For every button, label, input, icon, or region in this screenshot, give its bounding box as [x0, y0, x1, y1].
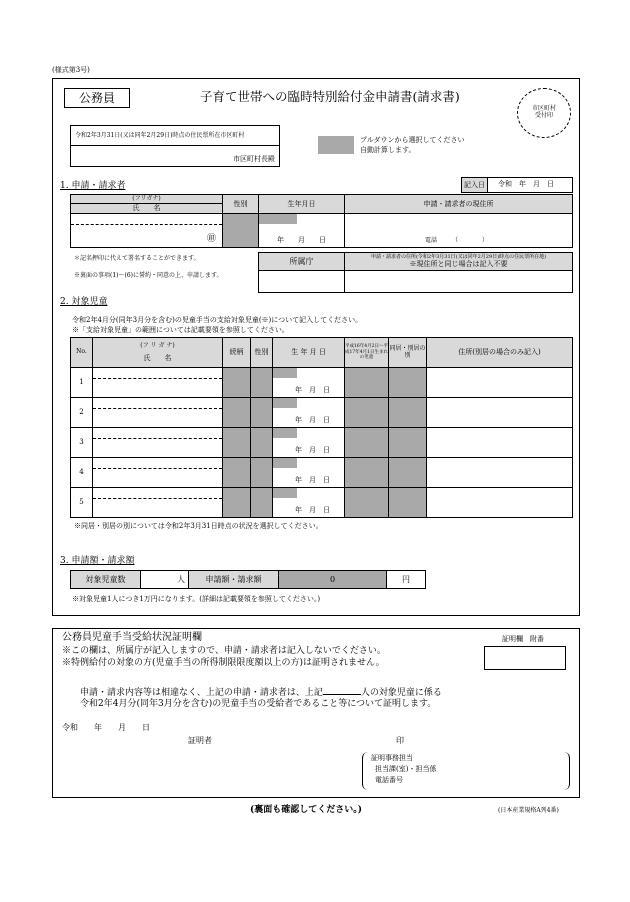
child-address-cell[interactable]	[427, 368, 573, 398]
child-birth-value: 年 月 日	[295, 505, 330, 514]
child-row	[71, 458, 573, 488]
section3-heading: 3. 申請額・請求額	[60, 556, 135, 566]
cert-contact2: 担当課(室)・担当係	[375, 765, 437, 773]
child-cohab-select[interactable]	[389, 458, 427, 488]
legend-gray-swatch	[318, 136, 354, 154]
child-birth-cell[interactable]	[273, 458, 345, 488]
child-cohab-select[interactable]	[389, 398, 427, 428]
legend-pulldown: プルダウンから選択してください	[360, 136, 465, 144]
child-gender-select[interactable]	[251, 398, 273, 428]
applicant-gender-select[interactable]	[223, 214, 259, 248]
children-birth-header: 生 年 月 日	[273, 338, 345, 368]
cert-child-count-blank[interactable]	[323, 686, 361, 695]
child-gender-select[interactable]	[251, 458, 273, 488]
municipality-label: 令和2年3月31日(又は同年2月29日)時点の住民票所在市区町村	[71, 126, 279, 146]
cert-contact3: 電話番号	[375, 776, 403, 784]
applicant-table	[70, 194, 573, 248]
child-row-no: 4	[71, 458, 93, 488]
cert-note1: ※この欄は、所属庁が記入しますので、申請・請求者は記入しないでください。	[62, 646, 386, 656]
child-birth-cell[interactable]	[273, 398, 345, 428]
cert-seal: 印	[396, 736, 404, 745]
child-birth-value: 年 月 日	[295, 415, 330, 424]
oath-note: ※裏面の事項(1)～(6)に誓約・同意の上、申請します。	[74, 272, 223, 279]
child-gender-select[interactable]	[251, 488, 273, 518]
section2-heading: 2. 対象児童	[60, 297, 108, 307]
section1-heading: 1. 申請・請求者	[60, 181, 126, 191]
child-address-cell[interactable]	[427, 458, 573, 488]
section2-footnote: ※同居・別居の別については令和2年3月31日時点の状況を選択してください。	[74, 522, 323, 530]
child-cohab-select[interactable]	[389, 428, 427, 458]
child-count-label: 対象児童数	[71, 571, 141, 589]
child-h16-select[interactable]	[345, 488, 389, 518]
footer-size: (日本産業規格A列4番)	[498, 807, 559, 814]
office-label: 所属庁	[259, 253, 345, 271]
amount-table	[70, 570, 426, 589]
child-h16-select[interactable]	[345, 398, 389, 428]
child-cohab-select[interactable]	[389, 368, 427, 398]
resident-address-header	[345, 253, 573, 271]
child-birth-value: 年 月 日	[295, 385, 330, 394]
child-relation-select[interactable]	[223, 428, 251, 458]
child-birth-value: 年 月 日	[295, 475, 330, 484]
office-table	[258, 252, 573, 293]
child-h16-select[interactable]	[345, 458, 389, 488]
cert-body2: 令和2年4月分(同年3月分を含む)の児童手当の受給者であること等について証明します。	[80, 699, 437, 709]
amount-label: 申請額・請求額	[189, 571, 279, 589]
child-row-no: 5	[71, 488, 93, 518]
reception-stamp-circle	[517, 88, 571, 138]
seal-note: ＊記名押印に代えて署名することができます。	[74, 255, 200, 262]
children-relation-header: 続柄	[223, 338, 251, 368]
child-relation-select[interactable]	[223, 458, 251, 488]
cert-certifier: 証明者	[188, 736, 212, 745]
amount-value: 0	[279, 571, 387, 589]
child-row-no: 2	[71, 398, 93, 428]
children-address-header: 住所(別居の場合のみ記入)	[427, 338, 573, 368]
child-row-no: 1	[71, 368, 93, 398]
resident-address-label: 申請・請求者の住所(令和2年3月31日(又は同年2月29日)時点の住民票所在地)	[370, 254, 547, 261]
section2-note2: ※「支給対象児童」の範囲については記載要領を参照してください。	[72, 326, 289, 334]
resident-address-input[interactable]	[345, 271, 573, 293]
stamp-label-reception: 受付印	[534, 111, 553, 119]
applicant-furigana-header: (フリガナ)	[71, 195, 223, 204]
children-gender-header: 性別	[251, 338, 273, 368]
amount-unit: 円	[387, 571, 426, 589]
child-h16-select[interactable]	[345, 368, 389, 398]
form-number: (様式第3号)	[52, 66, 90, 74]
entry-date-value[interactable]: 令和 年 月 日	[498, 180, 554, 188]
seal-mark: ㊞	[206, 234, 216, 245]
child-name-cell[interactable]	[93, 368, 223, 398]
section2-note1: 令和2年4月分(同年3月分を含む)の児童手当の支給対象児童(※)について記入してください。	[72, 316, 363, 324]
child-row	[71, 428, 573, 458]
cert-body1	[80, 686, 442, 699]
child-birth-cell[interactable]	[273, 488, 345, 518]
child-birth-cell[interactable]	[273, 428, 345, 458]
child-relation-select[interactable]	[223, 398, 251, 428]
child-row-no: 3	[71, 428, 93, 458]
child-name-cell[interactable]	[93, 428, 223, 458]
cert-attach-box[interactable]	[484, 646, 566, 670]
child-name-cell[interactable]	[93, 488, 223, 518]
child-relation-select[interactable]	[223, 488, 251, 518]
child-birth-value: 年 月 日	[295, 445, 330, 454]
child-gender-select[interactable]	[251, 428, 273, 458]
entry-date-box	[461, 177, 573, 193]
children-cohab-header: 同居・別居の別	[389, 338, 427, 368]
child-birth-cell[interactable]	[273, 368, 345, 398]
cert-title: 公務員児童手当受給状況証明欄	[62, 632, 202, 643]
applicant-birth-cell[interactable]	[259, 214, 345, 248]
children-table	[70, 337, 573, 518]
children-no-header: No.	[71, 338, 93, 368]
child-row	[71, 488, 573, 518]
cert-attach-label: 証明欄 附番	[502, 635, 544, 643]
cert-contact-bracket	[362, 752, 570, 790]
civil-servant-badge: 公務員	[64, 88, 130, 108]
child-row	[71, 398, 573, 428]
cert-body1-a: 申請・請求内容等は相違なく、上記の申請・請求者は、上記	[80, 688, 323, 698]
entry-date-label: 記入日	[462, 178, 488, 192]
children-name-label: 氏 名	[143, 353, 172, 362]
children-name-header	[93, 338, 223, 368]
footer-back-note: (裏面も確認してください。)	[250, 805, 363, 815]
cert-body1-b: 人の対象児童に係る	[360, 688, 442, 698]
child-address-cell[interactable]	[427, 398, 573, 428]
children-h16-header: 平成16年4月2日～平成17年4月1日生まれの児童	[345, 338, 389, 368]
applicant-address-cell[interactable]	[345, 214, 573, 248]
applicant-name-cell[interactable]	[71, 214, 223, 248]
applicant-address-header: 申請・請求者の現住所	[345, 195, 573, 214]
municipality-box	[70, 125, 280, 167]
legend-autocalc: 自動計算します。	[360, 146, 416, 154]
applicant-gender-header: 性別	[223, 195, 259, 214]
child-row	[71, 368, 573, 398]
applicant-name-header: 氏 名	[71, 204, 223, 214]
cert-note2: ※特例給付の対象の方(児童手当の所得制限限度額以上の方)は証明されません。	[62, 658, 385, 668]
child-count-unit: 人	[141, 571, 189, 589]
child-address-cell[interactable]	[427, 488, 573, 518]
child-cohab-select[interactable]	[389, 488, 427, 518]
child-gender-select[interactable]	[251, 368, 273, 398]
cert-date: 令和 年 月 日	[62, 723, 150, 732]
form-title: 子育て世帯への臨時特別給付金申請書(請求書)	[200, 89, 460, 104]
child-name-cell[interactable]	[93, 458, 223, 488]
stamp-label-municipality: 市区町村	[531, 105, 556, 112]
applicant-phone: 電話 （ ）	[425, 237, 489, 245]
child-h16-select[interactable]	[345, 428, 389, 458]
child-relation-select[interactable]	[223, 368, 251, 398]
resident-same-note: ※現住所と同じ場合は記入不要	[409, 260, 508, 269]
applicant-birth-value: 年 月 日	[277, 235, 326, 244]
children-furigana-label: (フ リ ガ ナ)	[140, 341, 175, 349]
cert-contact1: 証明事務担当	[371, 754, 413, 762]
office-input[interactable]	[259, 271, 345, 293]
child-address-cell[interactable]	[427, 428, 573, 458]
child-name-cell[interactable]	[93, 398, 223, 428]
section3-note: ※対象児童1人につき1万円になります。(詳細は記載要領を参照してください。)	[72, 595, 321, 603]
applicant-birth-header: 生年月日	[259, 195, 345, 214]
mayor-label: 市区町村長殿	[233, 154, 275, 163]
